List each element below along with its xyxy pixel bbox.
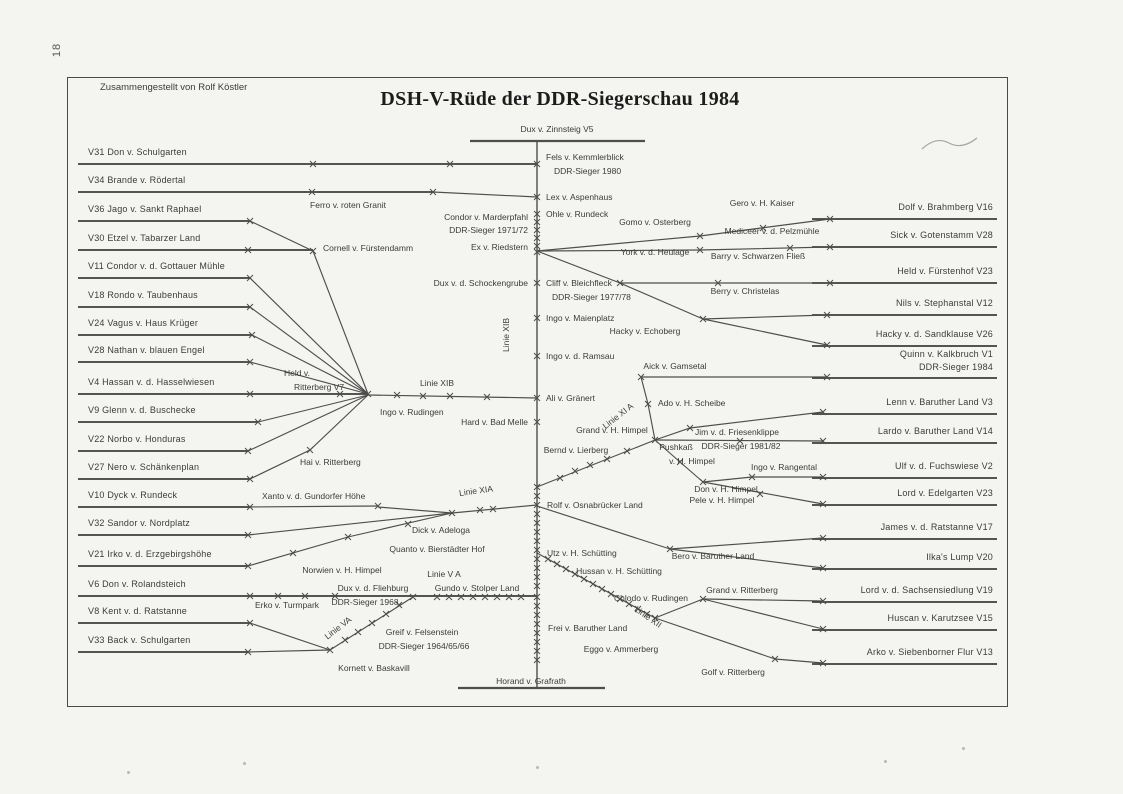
node-label: v. H. Himpel [669, 455, 715, 466]
node-label: Ingo v. Rudingen [380, 406, 444, 417]
right-row-label: Arko v. Siebenborner Flur V13 [866, 647, 993, 657]
right-row-label: Lenn v. Baruther Land V3 [886, 397, 993, 407]
node-label: DDR-Sieger 1971/72 [449, 224, 528, 235]
right-row-label: Lord v. Edelgarten V23 [897, 488, 993, 498]
node-label: Linie VA [322, 614, 354, 642]
left-row-label: V24 Vagus v. Haus Krüger [88, 318, 199, 328]
right-row-label: Dolf v. Brahmberg V16 [898, 202, 993, 212]
node-label: Ferro v. roten Granit [310, 199, 386, 210]
node-label: Kornett v. Baskavill [338, 662, 410, 673]
left-row-label: V32 Sandor v. Nordplatz [88, 518, 190, 528]
node-label: York v. d. Heulage [620, 246, 690, 257]
left-row-label: V31 Don v. Schulgarten [88, 147, 187, 157]
left-row-label: V34 Brande v. Rödertal [88, 175, 186, 185]
node-label: Cornell v. Fürstendamm [323, 242, 414, 253]
scan-dot-artifact [536, 766, 539, 769]
node-label: Erko v. Turmpark [254, 599, 320, 610]
node-label: Linie XIB [500, 317, 511, 353]
left-row-label: V6 Don v. Rolandsteich [88, 579, 186, 589]
left-row-label: V9 Glenn v. d. Buschecke [88, 405, 196, 415]
left-row-label: V33 Back v. Schulgarten [88, 635, 191, 645]
left-row-label: V4 Hassan v. d. Hasselwiesen [88, 377, 215, 387]
node-label: Linie XI A [600, 400, 636, 431]
node-label: Cliff v. Bleichfleck [546, 277, 612, 288]
node-label: Linie XII [632, 603, 664, 630]
node-label: Gomo v. Osterberg [619, 216, 691, 227]
right-row-label: Ilka's Lump V20 [926, 552, 993, 562]
node-label: Ali v. Gränert [546, 392, 595, 403]
right-row-label: Sick v. Gotenstamm V28 [890, 230, 993, 240]
node-label: Horand v. Grafrath [496, 675, 566, 686]
node-label: Greif v. Felsenstein [385, 626, 459, 637]
node-label: Hacky v. Echoberg [609, 325, 681, 336]
node-label: Grand v. H. Himpel [576, 424, 648, 435]
credit-line: Zusammengestellt von Rolf Köstler [100, 82, 248, 93]
right-row-label: James v. d. Ratstanne V17 [880, 522, 993, 532]
node-label: Ingo v. d. Ramsau [546, 350, 615, 361]
node-label: Don v. H. Himpel [694, 483, 758, 494]
node-label: Dux v. d. Schockengrube [433, 277, 528, 288]
node-label: Ado v. H. Scheibe [658, 397, 726, 408]
left-row-label: V11 Condor v. d. Gottauer Mühle [88, 261, 225, 271]
node-label: DDR-Sieger 1964/65/66 [378, 640, 470, 651]
node-label: Xanto v. d. Gundorfer Höhe [262, 490, 366, 501]
scan-dot-artifact [962, 747, 965, 750]
node-label: Hard v. Bad Melle [461, 416, 528, 427]
node-label: Linie V A [427, 568, 461, 579]
node-label: Berry v. Christelas [710, 285, 780, 296]
node-label: Barry v. Schwarzen Fließ [710, 250, 806, 261]
node-label: DDR-Sieger 1980 [554, 165, 622, 176]
node-label: Condor v. Marderpfahl [444, 211, 528, 222]
node-label: Gundo v. Stolper Land [434, 582, 520, 593]
page-number: 18 [51, 42, 64, 58]
node-label: Lex v. Aspenhaus [546, 191, 613, 202]
node-label: DDR-Sieger 1977/78 [552, 291, 631, 302]
node-label: Dux v. d. Fliehburg [337, 582, 409, 593]
scan-dot-artifact [884, 760, 887, 763]
node-label: Dick v. Adeloga [412, 524, 470, 535]
left-row-label: V18 Rondo v. Taubenhaus [88, 290, 198, 300]
left-row-label: V8 Kent v. d. Ratstanne [88, 606, 187, 616]
right-row-label: Ulf v. d. Fuchswiese V2 [895, 461, 993, 471]
right-row-sublabel: DDR-Sieger 1984 [918, 362, 993, 372]
node-label: DDR-Sieger 1981/82 [701, 440, 781, 451]
left-row-label: V22 Norbo v. Honduras [88, 434, 186, 444]
node-label: Jim v. d. Friesenklippe [695, 426, 779, 437]
left-row-label: V10 Dyck v. Rundeck [88, 490, 178, 500]
scan-dot-artifact [243, 762, 246, 765]
node-label: Ingo v. Rangental [751, 461, 817, 472]
left-row-label: V30 Etzel v. Tabarzer Land [88, 233, 201, 243]
node-label: Rolf v. Osnabrücker Land [547, 499, 643, 510]
node-label: Fels v. Kemmlerblick [546, 151, 624, 162]
node-label: Chlodo v. Rudingen [613, 592, 689, 603]
right-row-label: Nils v. Stephanstal V12 [896, 298, 993, 308]
left-row-label: V28 Nathan v. blauen Engel [88, 345, 205, 355]
node-label: Mediceer v. d. Pelzmühle [724, 225, 820, 236]
right-row-label: Huscan v. Karutzsee V15 [887, 613, 993, 623]
node-label: Frei v. Baruther Land [548, 622, 628, 633]
node-label: Ingo v. Maienplatz [546, 312, 615, 323]
right-row-label: Lord v. d. Sachsensiedlung V19 [860, 585, 993, 595]
scan-dot-artifact [127, 771, 130, 774]
node-label: Grand v. Ritterberg [706, 584, 778, 595]
scan-streak-artifact [300, 744, 1060, 748]
node-label: Utz v. H. Schütting [547, 547, 617, 558]
node-label: Linie XIA [458, 483, 494, 499]
node-label: Norwien v. H. Himpel [302, 564, 382, 575]
right-row-label: Held v. Fürstenhof V23 [897, 266, 993, 276]
node-label: Aick v. Gamsetal [643, 360, 707, 371]
node-label: Held v. [284, 367, 310, 378]
node-label: Bernd v. Lierberg [543, 444, 609, 455]
node-label: Pushkaß [659, 441, 693, 452]
left-row-label: V21 Irko v. d. Erzgebirgshöhe [88, 549, 212, 559]
node-label: DDR-Sieger 1968 [331, 596, 399, 607]
node-label: Hai v. Ritterberg [300, 456, 361, 467]
node-label: Dux v. Zinnsteig V5 [520, 123, 594, 134]
node-label: Gero v. H. Kaiser [729, 197, 795, 208]
node-label: Hussan v. H. Schütting [576, 565, 662, 576]
node-label: Ritterberg V7 [294, 381, 345, 392]
node-label: Quanto v. Bierstädter Hof [389, 543, 485, 554]
right-row-label: Quinn v. Kalkbruch V1 [899, 349, 993, 359]
left-row-label: V27 Nero v. Schänkenplan [88, 462, 200, 472]
node-label: Linie XIB [419, 377, 455, 388]
right-row-label: Hacky v. d. Sandklause V26 [875, 329, 993, 339]
node-label: Eggo v. Ammerberg [583, 643, 659, 654]
node-label: Pele v. H. Himpel [689, 494, 755, 505]
node-label: Ohle v. Rundeck [546, 208, 609, 219]
left-row-label: V36 Jago v. Sankt Raphael [88, 204, 202, 214]
node-label: Ex v. Riedstern [470, 241, 528, 252]
right-row-label: Lardo v. Baruther Land V14 [877, 426, 993, 436]
chart-title: DSH-V-Rüde der DDR-Siegerschau 1984 [380, 88, 740, 110]
node-label: Bero v. Baruther Land [671, 550, 755, 561]
node-label: Golf v. Ritterberg [701, 666, 765, 677]
